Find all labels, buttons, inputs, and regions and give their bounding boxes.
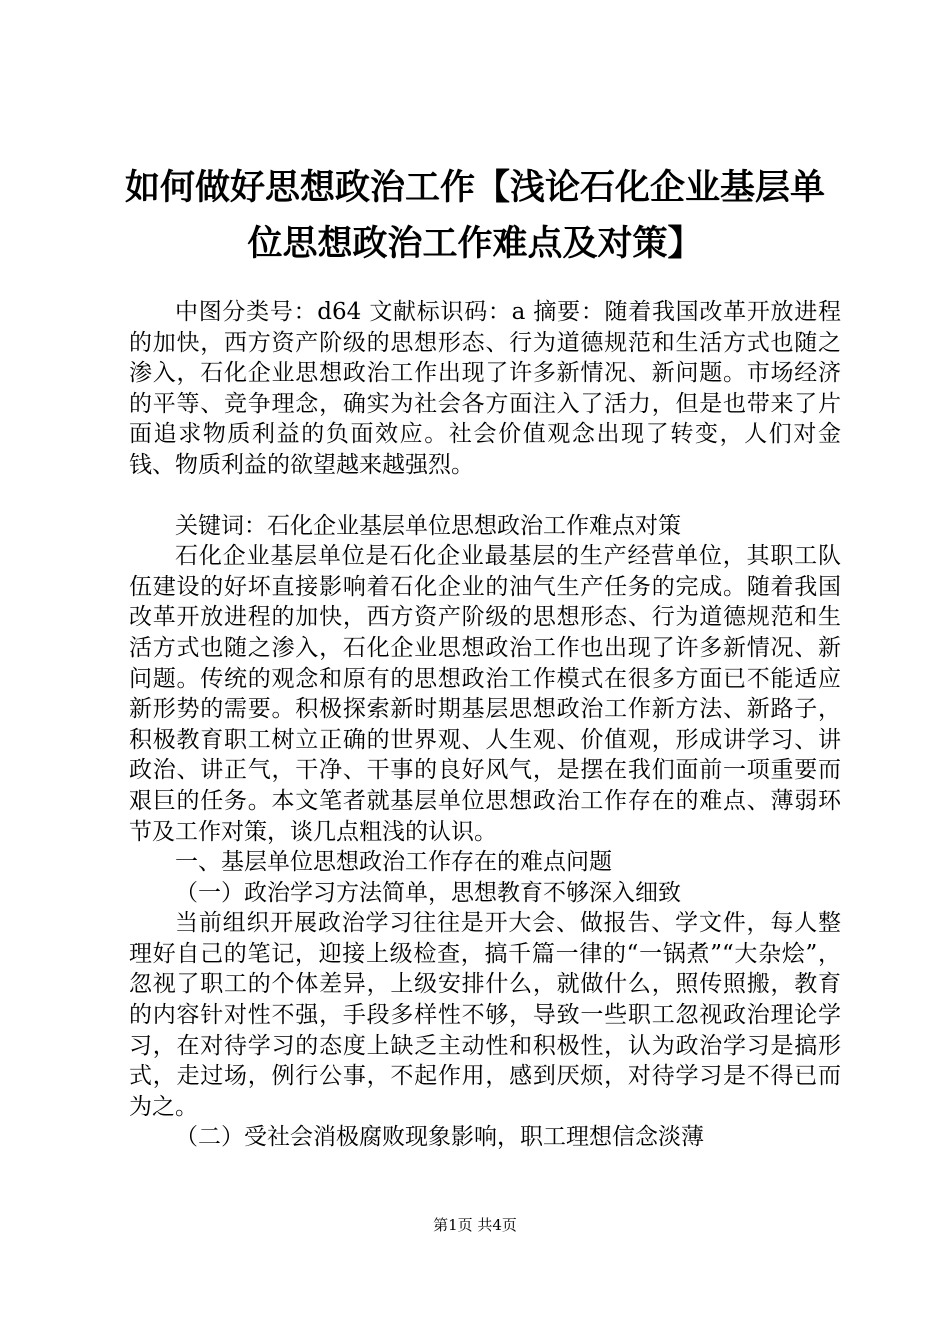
title-line-2: 位思想政治工作难点及对策】 — [247, 224, 703, 264]
subsection-heading-1: （一）政治学习方法简单，思想教育不够深入细致 — [175, 879, 681, 906]
document-title — [110, 160, 840, 272]
document-body — [129, 297, 841, 1153]
keywords-paragraph: 关键词：石化企业基层单位思想政治工作难点对策 — [175, 512, 681, 539]
page-footer: 第1页 共4页 — [433, 1216, 517, 1234]
section-heading: 一、基层单位思想政治工作存在的难点问题 — [175, 849, 612, 876]
body-paragraph: 当前组织开展政治学习往往是开大会、做报告、学文件，每人整理好自己的笔记，迎接上级检查，搞千篇一律的“一锅煮”“大杂烩”，忽视了职工的个体差异，上级安排什么，就做什么，照传照搬，教育的内容针对性不强，手段多样性不够，导致一些职工忽视政治理论学习，在对待学习的态度上缺乏主动性和积极性，认为政治学习是搞形式，走过场，例行公事，不起作用，感到厌烦，对待学习是不得已而为之。 — [129, 910, 841, 1120]
intro-paragraph: 石化企业基层单位是石化企业最基层的生产经营单位，其职工队伍建设的好坏直接影响着石化企业的油气生产任务的完成。随着我国改革开放进程的加快，西方资产阶级的思想形态、行为道德规范和生活方式也随之渗入，石化企业思想政治工作也出现了许多新情况、新问题。传统的观念和原有的思想政治工作模式在很多方面已不能适应新形势的需要。积极探索新时期基层思想政治工作新方法、新路子，积极教育职工树立正确的世界观、人生观、价值观，形成讲学习、讲政治、讲正气，干净、干事的良好风气，是摆在我们面前一项重要而艰巨的任务。本文笔者就基层单位思想政治工作存在的难点、薄弱环节及工作对策，谈几点粗浅的认识。 — [129, 543, 841, 845]
title-line-1: 如何做好思想政治工作【浅论石化企业基层单 — [124, 168, 825, 208]
subsection-heading-2: （二）受社会消极腐败现象影响，职工理想信念淡薄 — [175, 1124, 704, 1151]
abstract-paragraph: 中图分类号：d64 文献标识码：a 摘要：随着我国改革开放进程的加快，西方资产阶级的思想形态、行为道德规范和生活方式也随之渗入，石化企业思想政治工作出现了许多新情况、新问题。市场经济的平等、竞争理念，确实为社会各方面注入了活力，但是也带来了片面追求物质利益的负面效应。社会价值观念出现了转变，人们对金钱、物质利益的欲望越来越强烈。 — [129, 299, 841, 478]
